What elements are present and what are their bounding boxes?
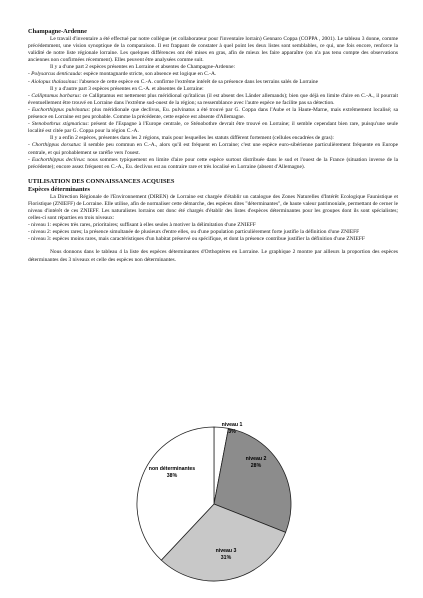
pie-label-1: niveau 1 — [221, 422, 243, 428]
list-item: - niveau 1: espèces très rares, prioritaires; suffisant à elles seules à motiver la délimitation d'une ZNIEFF — [28, 222, 256, 229]
paragraph: Nous donnons dans le tableau 4 la liste des espèces déterminantes d'Orthoptères en Lorraine. Le graphique 2 montre par ailleurs la proportion des espèces déterminantes des 3 niveaux et celle des espèces non déterminantes. — [28, 249, 398, 263]
document-text — [28, 28, 398, 264]
species-name: Euchorthippus declivus — [31, 156, 84, 163]
pie-label-4: non déterminantes — [148, 466, 196, 472]
list-item-text: : espèce montagnarde stricte, son absence est logique en C.-A. — [80, 71, 217, 78]
species-name: Euchorthippus pulvinatus — [31, 106, 89, 113]
paragraph: Il y a d'autre part 3 espèces présentes en C.-A. et absentes de Lorraine: — [50, 85, 204, 92]
pie-chart — [0, 418, 423, 598]
pie-value-label-4: 38% — [166, 473, 178, 479]
list-item-text: : plus méridionale que declivus, Eu. pulvinatus a été trouvé par G. Coppa dans l'Aube et la Haute-Marne, mais extrêmement localisé; sa présence en Lorraine est peu probable. Comme la précédente, cette espèce est absente d'Allemagne. — [28, 106, 399, 121]
list-item: - Aiolopus thalassinus: l'absence de cette espèce en C.-A. confirme l'extrême intérêt de sa présence dans les terrains salés de Lorraine — [28, 78, 319, 85]
list-item-text: : l'absence de cette espèce en C.-A. confirme l'extrême intérêt de sa présence dans les terrains salés de Lorraine — [76, 78, 319, 85]
spacer — [28, 171, 398, 178]
list-item: - niveau 3: espèces moins rares, mais caractéristiques d'un habitat préservé ou spécifique, et dont la présence contribue justifier la définition d'une ZNIEFF — [28, 236, 365, 243]
species-name: Calliptamus barbarus — [31, 92, 80, 99]
subheading-especes: Espèces déterminantes — [28, 185, 90, 193]
list-item-text: : ce Calliptamus est nettement plus méridional qu'italicus (il est absent des Länder allemands); bien que déjà en limite d'aire en C.-A., il pourrait éventuellement être trouvé en Lorraine dans l'extrême sud-ouest de la région; sa ressemblance avec l'autre espèce ne facilite pas sa détection. — [28, 92, 399, 106]
list-item: - Chorthippus dorsatus: il semble peu commun en C.-A., alors qu'il est fréquent en Lorraine; c'est une espèce euro-sibérienne particulièrement fréquente en Europe centrale, et qui probablement se raréfie vers l'ouest. — [28, 142, 399, 156]
pie-label-3: niveau 3 — [215, 548, 237, 554]
species-name: Chorthippus dorsatus — [31, 142, 80, 149]
pie-chart-area — [0, 418, 423, 598]
species-name: Stenobothrus stigmaticus — [31, 121, 88, 128]
paragraph: La Direction Régionale de l'Environnement (DIREN) de Lorraine est chargée d'établir un catalogue des Zones Naturelles d'Intérêt Ecologique Faunistique et Floristique (ZNIEFF) de Lorraine. Elle utilise, afin de normaliser cette démarche, des espèces dites "déterminantes", de haute valeur patrimoniale, permettant de cerner le niveau d'intérêt de ces ZNIEFF. Les naturalistes lorrains ont donc été chargés d'établir des listes d'espèces déterminantes pour les groupes dont ils sont spécialistes; celles-ci sont réparties en trois niveaux: — [28, 193, 398, 222]
list-item-text: : présent de l'Espagne à l'Europe centrale, ce Sténobothre devrait être trouvé en Lorraine; il semble cependant bien rare, puisqu'une seule localité est citée par G. Coppa pour la région C.-A. — [28, 121, 398, 135]
paragraph: Il y a d'une part 2 espèces présentes en Lorraine et absentes de Champagne-Ardenne: — [50, 64, 236, 71]
list-item-text: : nous sommes typiquement en limite d'aire pour cette espèce surtout distribuée dans le sud et l'ouest de la France (situation inverse de la précédente); encore assez fréquent en C.-A., Eu. declivus est au contraire rare et très localisé en Lorraine (absent d'Allemagne). — [28, 156, 398, 170]
species-name: Polysarcus denticauda — [31, 71, 81, 78]
list-item: - niveau 2: espèces rares; la présence simultanée de plusieurs d'entre elles, ou d'une population particulièrement forte justifie la définition d'une ZNIEFF — [28, 229, 360, 236]
pie-value-label-1: 3% — [228, 429, 236, 435]
paragraph: Le travail d'inventaire a été effectué par notre collègue (et collaborateur pour l'inventaire lorrain) Gennaro Coppa (COPPA , 2001). Le tableau 3 donne, comme précédemment, une vision synoptique de la comparaison. Il est frappant de constater à quel point les deux listes sont semblables, ce qui, une fois encore, renforce la validité de notre liste régionale lorraine. Les quelques différences ont été mises en gras, afin de mieux les faire apparaître (on n'a pas tenu compte des observations anciennes non confirmées récemment). Elles peuvent être analysées comme suit. — [28, 36, 398, 64]
section-heading-champagne: Champagne-Ardenne — [28, 28, 87, 35]
list-item: - Polysarcus denticauda: espèce montagnarde stricte, son absence est logique en C.-A. — [28, 71, 217, 78]
list-item: - Stenobothrus stigmaticus: présent de l'Espagne à l'Europe centrale, ce Sténobothre devrait être trouvé en Lorraine; il semble cependant bien rare, puisqu'une seule localité est citée par G. Coppa pour la région C.-A. — [28, 121, 398, 135]
list-item-text: : il semble peu commun en C.-A., alors qu'il est fréquent en Lorraine; c'est une espèce euro-sibérienne particulièrement fréquente en Europe centrale, et qui probablement se raréfie vers l'ouest. — [28, 142, 399, 156]
list-item: - Euchorthippus declivus: nous sommes typiquement en limite d'aire pour cette espèce surtout distribuée dans le sud et l'ouest de la France (situation inverse de la précédente); encore assez fréquent en C.-A., Eu. declivus est au contraire rare et très localisé en Lorraine (absent d'Allemagne). — [28, 156, 398, 170]
species-name: Aiolopus thalassinus — [31, 78, 77, 85]
section-heading-utilisation: UTILISATION DES CONNAISSANCES ACQUISES — [28, 177, 175, 185]
list-item: - Calliptamus barbarus: ce Calliptamus est nettement plus méridional qu'italicus (il est absent des Länder allemands); bien que déjà en limite d'aire en C.-A., il pourrait éventuellement être trouvé en Lorraine dans l'extrême sud-ouest de la région; sa ressemblance avec l'autre espèce ne facilite pas sa détection. — [28, 92, 399, 106]
pie-value-label-2: 28% — [250, 463, 262, 469]
pie-label-2: niveau 2 — [245, 456, 267, 462]
pie-value-label-3: 31% — [220, 555, 232, 561]
list-item: - Euchorthippus pulvinatus: plus méridionale que declivus, Eu. pulvinatus a été trouvé par G. Coppa dans l'Aube et la Haute-Marne, mais extrêmement localisé; sa présence en Lorraine est peu probable. Comme la précédente, cette espèce est absente d'Allemagne. — [28, 106, 399, 121]
paragraph: Il y a enfin 2 espèces, présentes dans les 2 régions, mais pour lesquelles les statuts diffèrent fortement (cellules encadrées de gras): — [50, 135, 334, 142]
